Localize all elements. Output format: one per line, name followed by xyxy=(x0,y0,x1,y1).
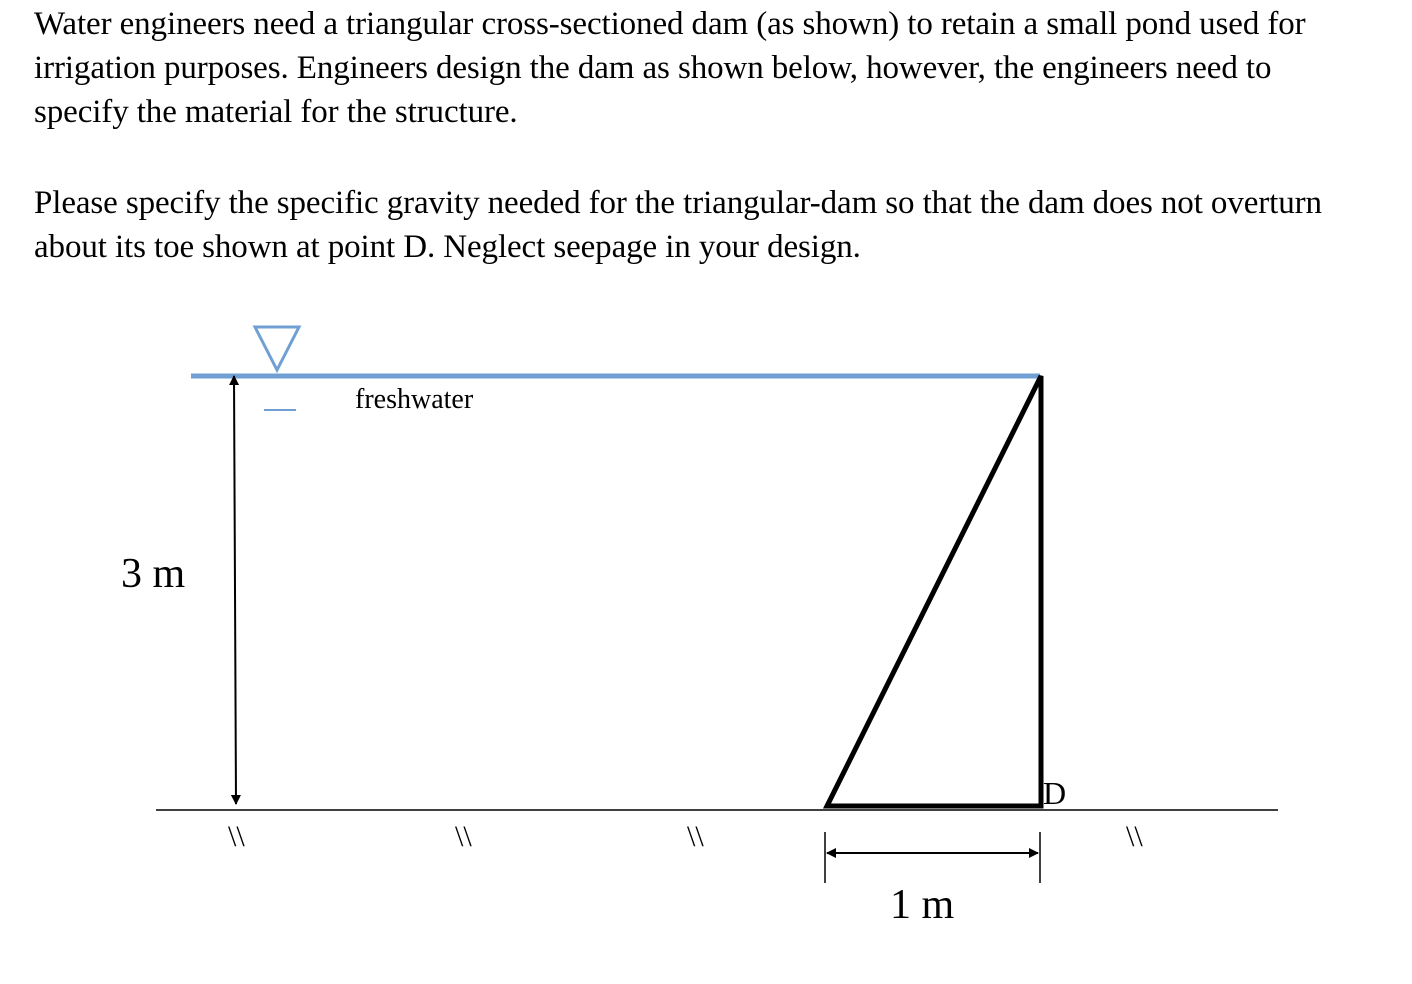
height-dimension-arrow xyxy=(234,376,236,804)
toe-point-label: D xyxy=(1043,775,1067,811)
ground-hatch-mark: \\ xyxy=(455,820,472,853)
height-label: 3 m xyxy=(121,551,186,597)
triangular-dam xyxy=(827,376,1041,806)
ground-hatch-mark: \\ xyxy=(228,820,245,853)
fluid-label: freshwater xyxy=(355,384,474,415)
ground-hatch-mark: \\ xyxy=(1126,820,1143,853)
problem-statement-paragraph-2: Please specify the specific gravity needed for the triangular-dam so that the dam does not overturn about its toe shown at point D. Neglect seepage in your design. xyxy=(34,185,1322,265)
problem-statement-paragraph-1: Water engineers need a triangular cross-sectioned dam (as shown) to retain a small pond used for irrigation purposes. Engineers design the dam as shown below, however, the engineers need to specify the material for the structure. xyxy=(34,6,1306,130)
base-label: 1 m xyxy=(890,882,955,928)
free-surface-symbol-icon xyxy=(255,327,299,370)
ground-hatch-mark: \\ xyxy=(687,820,704,853)
